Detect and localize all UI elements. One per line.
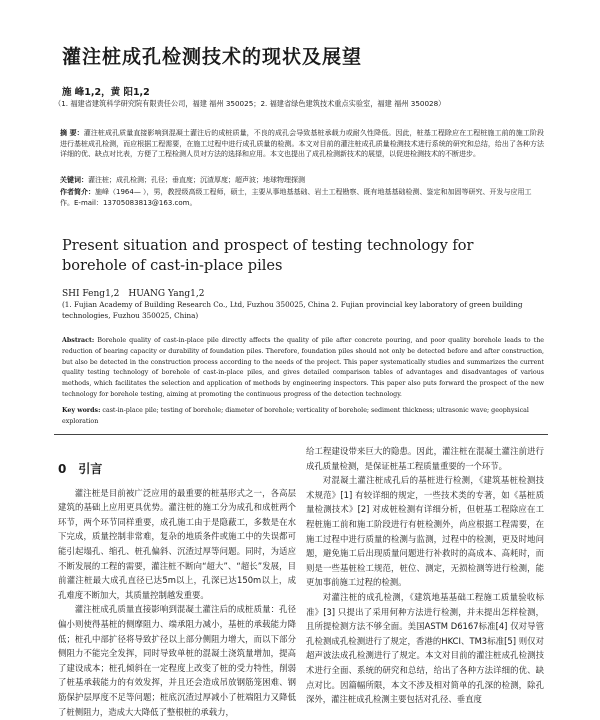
chinese-author-info-label: 作者简介： (60, 188, 95, 196)
body-paragraph: 灌注桩成孔质量直接影响到混凝土灌注后的成桩质量：孔径偏小则使得基桩的侧摩阻力、端承阻力减小，基桩的承载能力降低；桩孔中部扩径将导致扩径以上部分侧阻力增大，而以下部分侧阻力不能完全发挥，同时导致单桩的混凝土浇筑量增加，提高了建设成本；桩孔倾斜在一定程度上改变了桩的受力特性，削弱了桩基承载能力的有效发挥，并且还会造成吊放钢筋笼困难、钢筋保护层厚度不足等问题；桩底沉渣过厚减小了桩端阻力又降低了桩侧阻力，造成大大降低了整根桩的承载力， (58, 604, 296, 717)
body-right-column (306, 444, 544, 707)
english-authors: SHI Feng1,2 HUANG Yang1,2 (62, 289, 205, 299)
chinese-keywords (60, 175, 544, 186)
body-paragraph: 灌注桩是目前被广泛应用的最重要的桩基形式之一，各高层建筑的基础上应用更具优势。灌注桩的施工分为成孔和成桩两个环节，两个环节同样重要，成孔施工由于是隐蔽工，多数是在水下完成，质量控制非常难，复杂的地质条件或施工中的失误都可能引起塌孔、缩孔、桩孔偏斜、沉渣过厚等问题。同时，为适应不断发展的工程的需要，灌注桩不断向“超大”、“超长”发展，目前灌注桩最大成孔直径已达5m以上，孔深已达150m以上，成孔难度不断加大，其质量控制越发重要。 (58, 487, 296, 600)
chinese-abstract-label: 摘 要： (60, 129, 84, 137)
english-keywords (62, 406, 544, 428)
body-paragraph: 给工程建设带来巨大的隐患。因此，灌注桩在混凝土灌注前进行成孔质量检测，是保证桩基工程质量重要的一个环节。 (306, 446, 544, 471)
english-abstract-text: Borehole quality of cast-in-place pile directly affects the quality of pile after concrete pouring, and poor quality borehole leads to the reduction of bearing capacity or durability of foundation piles. Therefore, foundation piles should not only be detected before and after construction, but also be detected in the construction process according to the needs of the project. This paper systematically studies and summarizes the current quality testing technology of borehole of cast-in-place piles, and gives detailed comparison tables of advantages and disadvantages of various methods, which facilitates the selection and application of methods by engineering inspectors. This paper also puts forward the prospect of the new technology for borehole testing, aiming at promoting the continuous progress of the detection technology. (62, 337, 544, 398)
english-keywords-text: cast-in-place pile; testing of borehole; diameter of borehole; verticality of borehole; sediment thickness; ultrasonic wave; geophysical exploration (62, 407, 529, 425)
section-heading-introduction: 0 引言 (58, 462, 103, 476)
chinese-abstract (60, 128, 544, 160)
english-affiliation: (1. Fujian Academy of Building Research Co., Ltd, Fuzhou 350025, China 2. Fujian provincial key laboratory of green building technologies, Fuzhou 350025, China) (62, 300, 523, 320)
english-abstract-label: Abstract: (62, 337, 95, 344)
chinese-authors: 施 峰1,2，黄 阳1,2 (62, 87, 150, 98)
english-title: Present situation and prospect of testing technology for borehole of cast-in-place piles (62, 238, 474, 274)
chinese-keywords-text: 灌注桩；成孔检测；孔径；垂直度；沉渣厚度；超声波；地球物理探测 (88, 176, 305, 184)
body-paragraph: 对灌注桩的成孔检测，《建筑地基基础工程施工质量验收标准》[3] 只提出了采用何种方法进行检测，并未提出怎样检测，且所提检测方法不够全面。美国ASTM D6167标准[4] 仅对导管孔检测成孔检测进行了规定，香港的HKCI、TM3标准[5] 则仅对超声波法成孔检测进行了规定。本文对目前的灌注桩成孔检测技术进行全面、系统的研究和总结，给出了各种方法详细的优、缺点对比。因篇幅所限，本文不涉及相对简单的孔深的检测，除孔深外，灌注桩成孔检测主要包括对孔径、垂直度 (306, 591, 544, 705)
chinese-title: 灌注桩成孔检测技术的现状及展望 (62, 46, 363, 68)
chinese-affiliation: （1. 福建省建筑科学研究院有限责任公司，福建 福州 350025；2. 福建省绿色建筑技术重点实验室，福建 福州 350028） (54, 99, 446, 108)
english-abstract (62, 336, 544, 401)
chinese-author-info (60, 187, 544, 208)
chinese-author-info-text: 施峰（1964— ），男，教授级高级工程师，硕士，主要从事地基基础、岩土工程勘察、既有地基基础检测、鉴定和加固等研究、开发与应用工作。E-mail：13705083813@163.com。 (60, 188, 532, 207)
body-paragraph: 对混凝土灌注桩成孔后的基桩进行检测，《建筑基桩检测技术规范》[1] 有较详细的规定，一些技术类的专著，如《基桩质量检测技术》[2] 对成桩检测有详细分析，但桩基工程除应在工程桩施工前和施工阶段进行有桩检测外，尚应根据工程需要，在施工过程中进行质量的检测与监测，过程中的检测，更及时地问题，避免施工后出现质量问题进行补救时的高成本、高耗时，而则是一些基桩检工规范，桩位、测定，无损检测等进行检测，能更加事前施工过程的检测。 (306, 475, 544, 588)
section-divider (54, 434, 548, 435)
english-keywords-label: Key words: (62, 407, 101, 414)
chinese-keywords-label: 关键词： (60, 176, 88, 184)
body-left-column (58, 444, 296, 719)
chinese-abstract-text: 灌注桩成孔质量直接影响到混凝土灌注后的成桩质量，不良的成孔会导致基桩承载力或耐久性降低。因此，桩基工程除应在工程桩施工前的施工阶段进行基桩成孔检测，而应根据工程需要，在施工过程中进行成孔质量的检测。本文对目前的灌注桩成孔质量检测技术进行系统的研究和总结，给出了各种方法详细的优、缺点对比表，方便了工程检测人员对方法的选择和应用。本文也提出了成孔检测新技术的展望，以促进检测技术的不断进步。 (60, 129, 544, 158)
